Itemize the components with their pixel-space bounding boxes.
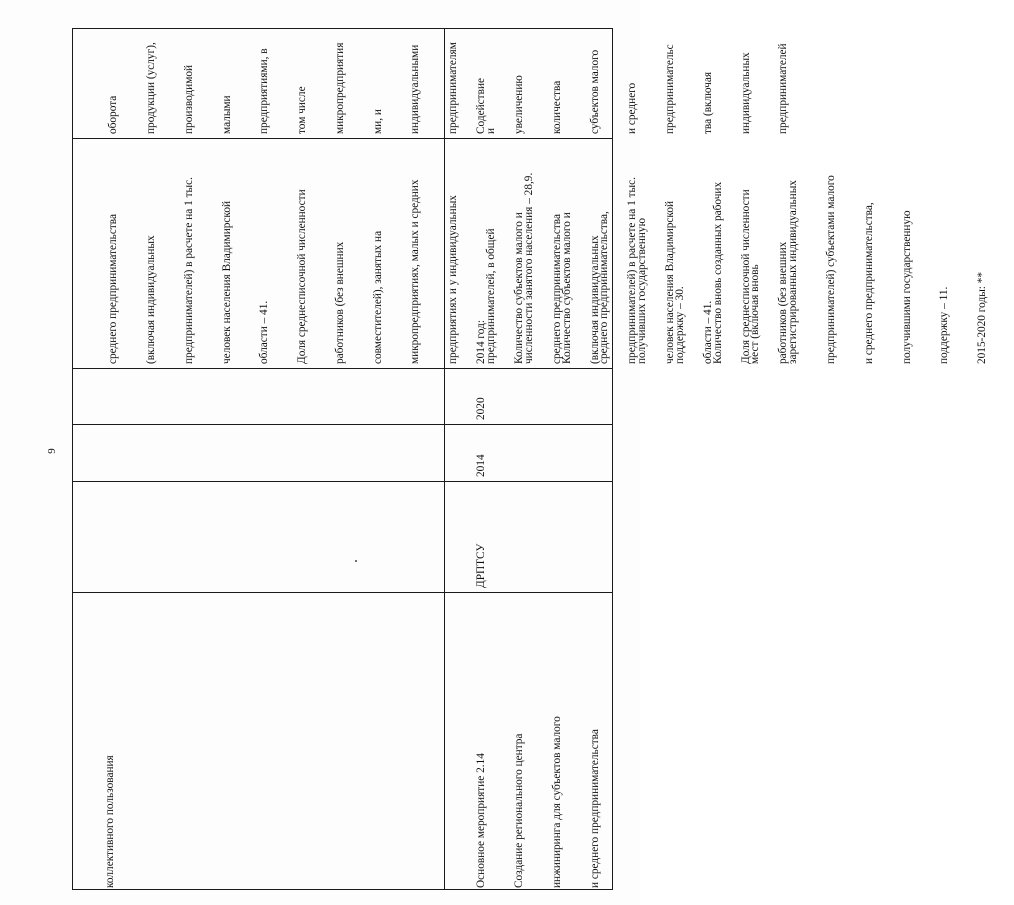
goal-line: индивидуальными bbox=[409, 44, 422, 134]
row1-measure-cell bbox=[79, 598, 449, 888]
goal-line: производимой bbox=[182, 64, 195, 134]
indicator-line: поддержку – 30. bbox=[673, 286, 686, 364]
indicator-line: области – 41. bbox=[258, 300, 271, 364]
indicator-line: среднего предпринимательства bbox=[550, 214, 563, 364]
goal-line: предпринимательс bbox=[664, 44, 677, 134]
goal-line: увеличению bbox=[512, 75, 525, 134]
row2-start-year-cell bbox=[450, 425, 490, 477]
indicator-line: предпринимателей) в расчете на 1 тыс. bbox=[626, 177, 639, 364]
goal-line: ми, и bbox=[371, 109, 384, 134]
goal-line: и bbox=[485, 127, 497, 134]
measure-line: и среднего предпринимательства bbox=[588, 729, 601, 888]
indicator-line: получившими государственную bbox=[900, 210, 913, 364]
table-line-col2 bbox=[72, 592, 613, 593]
goal-line: предпринимателям bbox=[447, 42, 460, 134]
goal-line: предпринимателей bbox=[777, 43, 790, 134]
indicator-line: совместителей), занятых на bbox=[371, 230, 384, 364]
start-year-text: 2014 bbox=[475, 454, 488, 477]
indicator-line: предпринимателей) субъектами малого bbox=[825, 175, 838, 364]
page-number: 9 bbox=[46, 448, 58, 454]
row2-end-year-cell bbox=[450, 368, 490, 420]
row1-measure-line: коллективного пользования bbox=[104, 755, 117, 888]
indicator-line: численности занятого населения – 28,9. bbox=[522, 172, 535, 364]
scan-speck bbox=[355, 560, 357, 562]
indicator-line: Количество вновь созданных рабочих bbox=[711, 181, 724, 364]
goal-line: малыми bbox=[220, 95, 233, 134]
indicator-line: и среднего предпринимательства, bbox=[862, 202, 875, 364]
indicator-line: Доля среднесписочной численности bbox=[739, 189, 752, 364]
goal-line: предприятиями, в bbox=[258, 48, 271, 134]
table-border-left bbox=[72, 28, 73, 890]
goal-line: оборота bbox=[107, 95, 120, 134]
indicator-line: (включая индивидуальных bbox=[588, 235, 601, 364]
goal-line: индивидуальных bbox=[739, 52, 752, 134]
table-line-col3 bbox=[72, 481, 613, 482]
indicator-line: области – 41. bbox=[701, 300, 714, 364]
goal-line: Содействие bbox=[475, 77, 488, 134]
row2-goal-cell bbox=[450, 28, 790, 134]
indicator-line: предприятиях и у индивидуальных bbox=[447, 195, 460, 364]
measure-line: Создание регионального центра bbox=[512, 733, 525, 888]
indicator-line: 2015-2020 годы: ** bbox=[976, 271, 989, 364]
indicator-line: мест (включая вновь bbox=[749, 264, 762, 364]
measure-line: Основное мероприятие 2.14 bbox=[475, 753, 488, 888]
goal-line: том числе bbox=[296, 86, 309, 134]
table-line-col5 bbox=[72, 368, 613, 369]
indicator-line: Доля среднесписочной численности bbox=[296, 189, 309, 364]
end-year-text: 2020 bbox=[475, 397, 488, 420]
indicator-line: предпринимателей) в расчете на 1 тыс. bbox=[182, 177, 195, 364]
indicator-line: микропредприятиях, малых и средних bbox=[409, 179, 422, 364]
row2-executor-cell bbox=[450, 483, 490, 588]
indicator-line: среднего предпринимательства, bbox=[598, 211, 611, 364]
indicator-line: Количество субъектов малого и bbox=[512, 212, 525, 364]
indicator-line: среднего предпринимательства bbox=[107, 214, 120, 364]
row2-measure-cell bbox=[450, 598, 615, 888]
indicator-line: человек населения Владимирской bbox=[220, 200, 233, 364]
indicator-line: 2014 год: bbox=[475, 320, 488, 364]
goal-line: и среднего bbox=[626, 82, 639, 134]
indicator-line: Количество субъектов малого и bbox=[560, 212, 573, 364]
indicator-line: (включая индивидуальных bbox=[144, 235, 157, 364]
indicator-line: работников (без внешних bbox=[333, 241, 346, 364]
goal-line: субъектов малого bbox=[588, 49, 601, 134]
program-table bbox=[72, 28, 989, 890]
indicator-line: человек населения Владимирской bbox=[664, 200, 677, 364]
executor-text: ДРПТСУ bbox=[475, 543, 488, 588]
indicator-line: предпринимателей, в общей bbox=[485, 228, 497, 364]
goal-line: продукции (услуг), bbox=[144, 42, 157, 134]
goal-line: количества bbox=[550, 80, 563, 134]
table-border-bottom bbox=[72, 889, 613, 890]
indicator-line: получивших государственную bbox=[636, 217, 649, 364]
goal-line: тва (включая bbox=[701, 71, 714, 134]
indicator-line: зарегистрированных индивидуальных bbox=[787, 180, 800, 364]
indicator-line: поддержку – 11. bbox=[938, 286, 951, 364]
table-line-col4 bbox=[72, 424, 613, 425]
indicator-line: работников (без внешних bbox=[777, 241, 790, 364]
measure-line: инжиниринга для субъектов малого bbox=[550, 716, 563, 888]
goal-line: микропредприятия bbox=[333, 42, 346, 134]
